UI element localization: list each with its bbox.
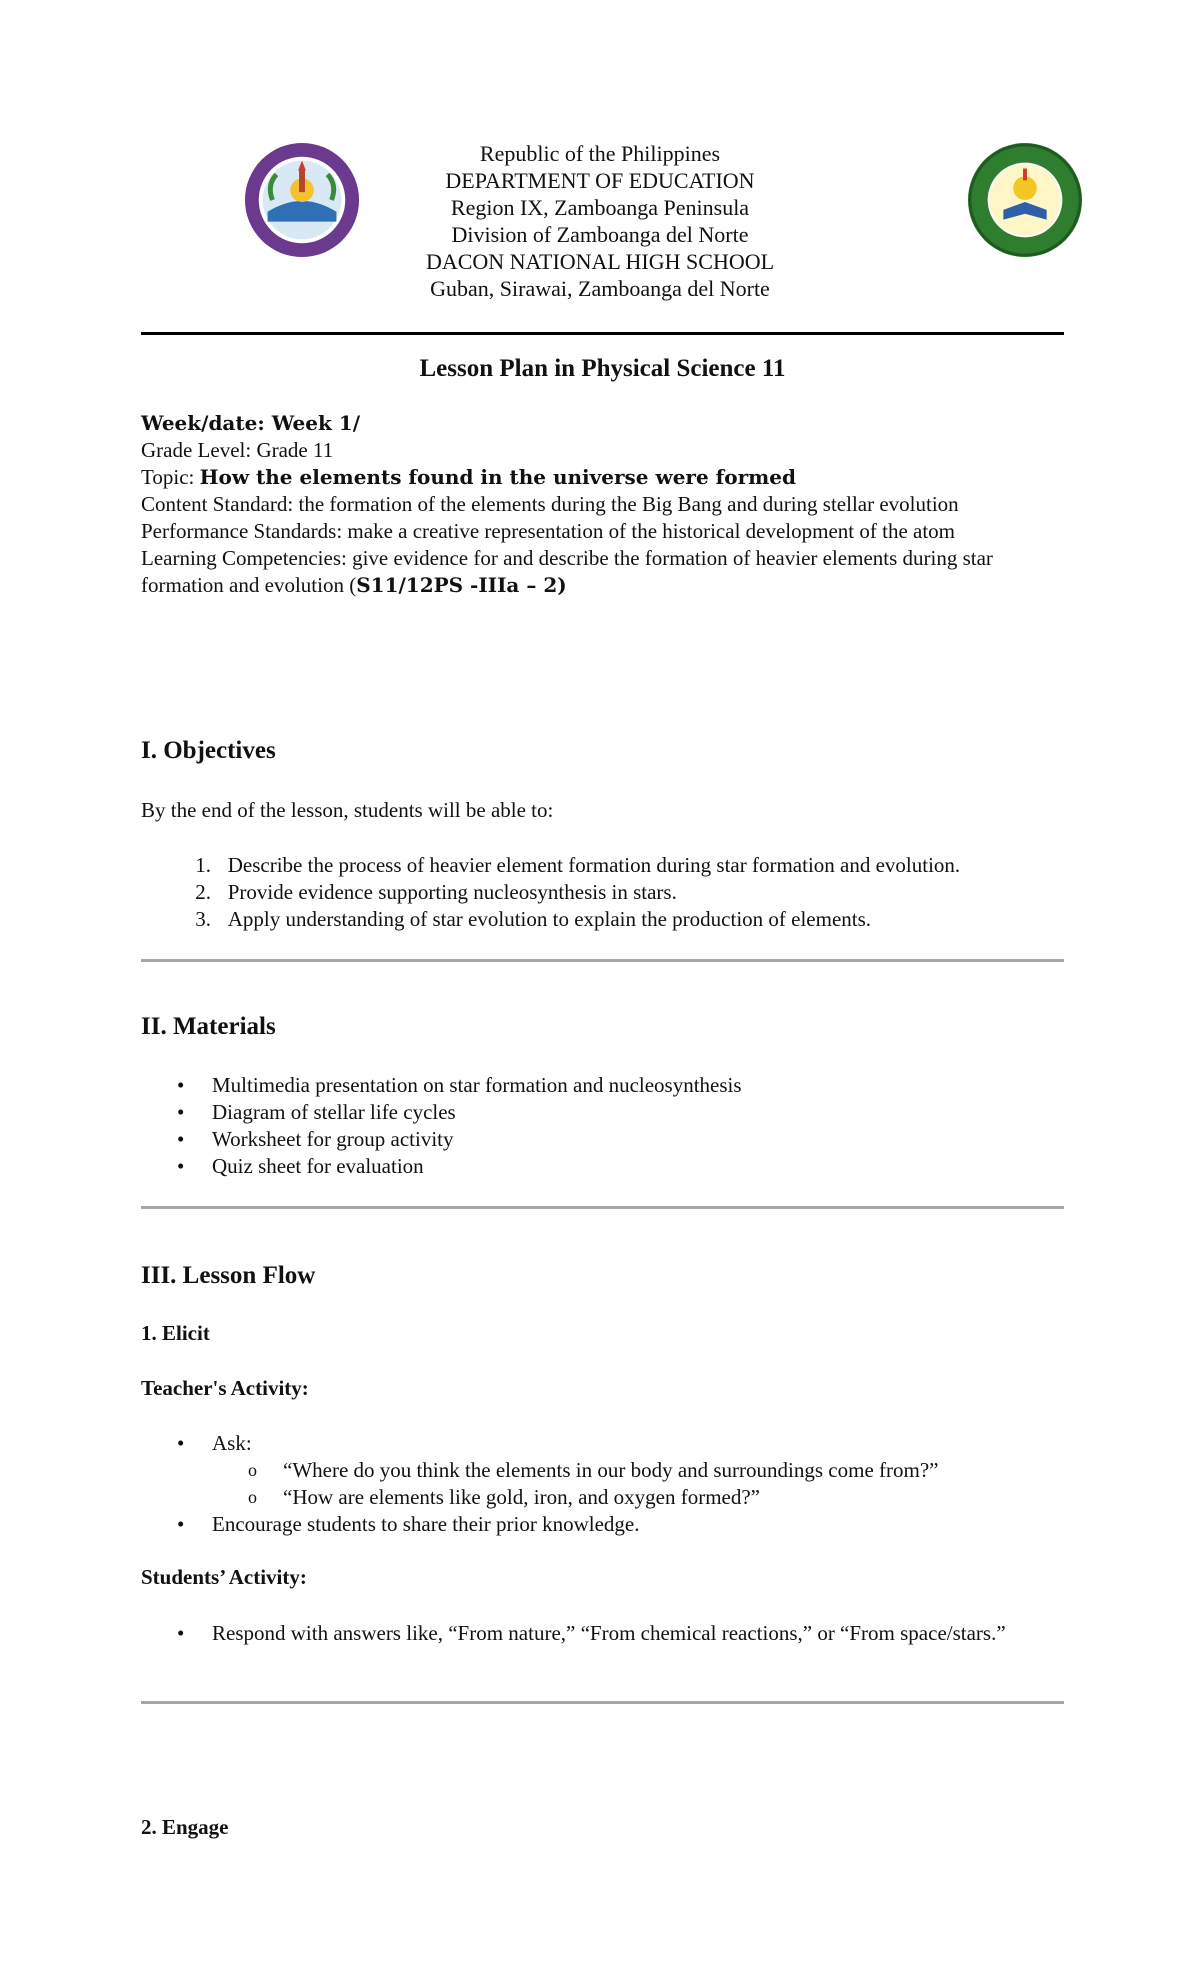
list-item (141, 879, 960, 906)
dacon-nhs-seal-icon (966, 141, 1084, 259)
grade-level: Grade Level: Grade 11 (141, 438, 334, 462)
ask-text: Ask: (212, 1431, 252, 1455)
engage-heading: 2. Engage (141, 1815, 229, 1839)
students-activity-heading: Students’ Activity: (141, 1565, 307, 1589)
material-text: Multimedia presentation on star formation and nucleosynthesis (212, 1073, 742, 1097)
list-item (141, 852, 960, 879)
encourage-text: Encourage students to share their prior knowledge. (212, 1512, 640, 1536)
list-item (141, 1484, 1041, 1511)
question-text: “Where do you think the elements in our body and surroundings come from?” (283, 1458, 939, 1482)
objectives-intro: By the end of the lesson, students will be able to: (141, 798, 554, 822)
material-text: Quiz sheet for evaluation (212, 1154, 424, 1178)
list-item (141, 1072, 1041, 1099)
materials-list (141, 1072, 1041, 1180)
section-divider (141, 959, 1064, 962)
bullet-icon: • (177, 1512, 185, 1536)
bullet-icon: • (177, 1621, 185, 1645)
lesson-flow-heading: III. Lesson Flow (141, 1262, 316, 1289)
topic (141, 464, 1071, 491)
content-standard: Content Standard: the formation of the elements during the Big Bang and during stellar evolution (141, 492, 959, 516)
week-date: Week/date: Week 1/ (141, 411, 361, 435)
school-address: Guban, Sirawai, Zamboanga del Norte (430, 276, 770, 301)
objective-text: Apply understanding of star evolution to explain the production of elements. (227, 907, 872, 931)
list-item (141, 1511, 1041, 1538)
department-text: DEPARTMENT OF EDUCATION (445, 168, 755, 193)
bullet-icon: • (177, 1100, 185, 1124)
list-item (141, 1126, 1041, 1153)
list-item (141, 1457, 1041, 1484)
learning-competencies (141, 545, 1071, 599)
school-header (300, 140, 900, 302)
list-item (141, 1620, 1021, 1647)
bullet-icon: • (177, 1127, 185, 1151)
sub-bullet-icon: o (248, 1460, 257, 1480)
bullet-icon: • (177, 1073, 185, 1097)
list-item (141, 1430, 1041, 1457)
topic-label: Topic: (141, 465, 200, 489)
question-text: “How are elements like gold, iron, and oxygen formed?” (283, 1485, 761, 1509)
material-text: Worksheet for group activity (212, 1127, 454, 1151)
bullet-icon: • (177, 1431, 185, 1455)
topic-value: How the elements found in the universe were formed (199, 465, 796, 489)
objective-text: Describe the process of heavier element formation during star formation and evolution. (227, 853, 961, 877)
bullet-icon: • (177, 1154, 185, 1178)
elicit-heading: 1. Elicit (141, 1321, 210, 1345)
material-text: Diagram of stellar life cycles (212, 1100, 456, 1124)
lesson-info (141, 410, 1071, 599)
teacher-activity-heading: Teacher's Activity: (141, 1376, 309, 1400)
list-number: 1. (195, 853, 211, 877)
page-title: Lesson Plan in Physical Science 11 (419, 355, 786, 382)
school-name: DACON NATIONAL HIGH SCHOOL (425, 249, 775, 274)
republic-text: Republic of the Philippines (479, 141, 721, 166)
performance-standards: Performance Standards: make a creative representation of the historical development of the atom (141, 519, 956, 543)
materials-heading: II. Materials (141, 1013, 276, 1040)
list-item (141, 906, 960, 933)
division-text: Division of Zamboanga del Norte (451, 222, 749, 247)
region-text: Region IX, Zamboanga Peninsula (450, 195, 750, 220)
objectives-heading: I. Objectives (141, 737, 276, 764)
list-number: 2. (195, 880, 211, 904)
header-divider (141, 332, 1064, 335)
learning-competencies-text: Learning Competencies: give evidence for and describe the formation of heavier elements during star formation and evolution ( (141, 546, 993, 597)
teacher-activity-list (141, 1430, 1041, 1538)
list-item (141, 1099, 1041, 1126)
section-divider (141, 1206, 1064, 1209)
list-item (141, 1153, 1041, 1180)
list-number: 3. (195, 907, 211, 931)
sub-bullet-icon: o (248, 1487, 257, 1507)
objective-text: Provide evidence supporting nucleosynthesis in stars. (227, 880, 677, 904)
students-response-text: Respond with answers like, “From nature,” “From chemical reactions,” or “From space/stars.” (212, 1621, 1006, 1645)
objectives-list (141, 852, 960, 933)
section-divider (141, 1701, 1064, 1704)
students-activity-list (141, 1620, 1021, 1647)
competency-code: S11/12PS -IIIa – 2) (356, 573, 567, 597)
